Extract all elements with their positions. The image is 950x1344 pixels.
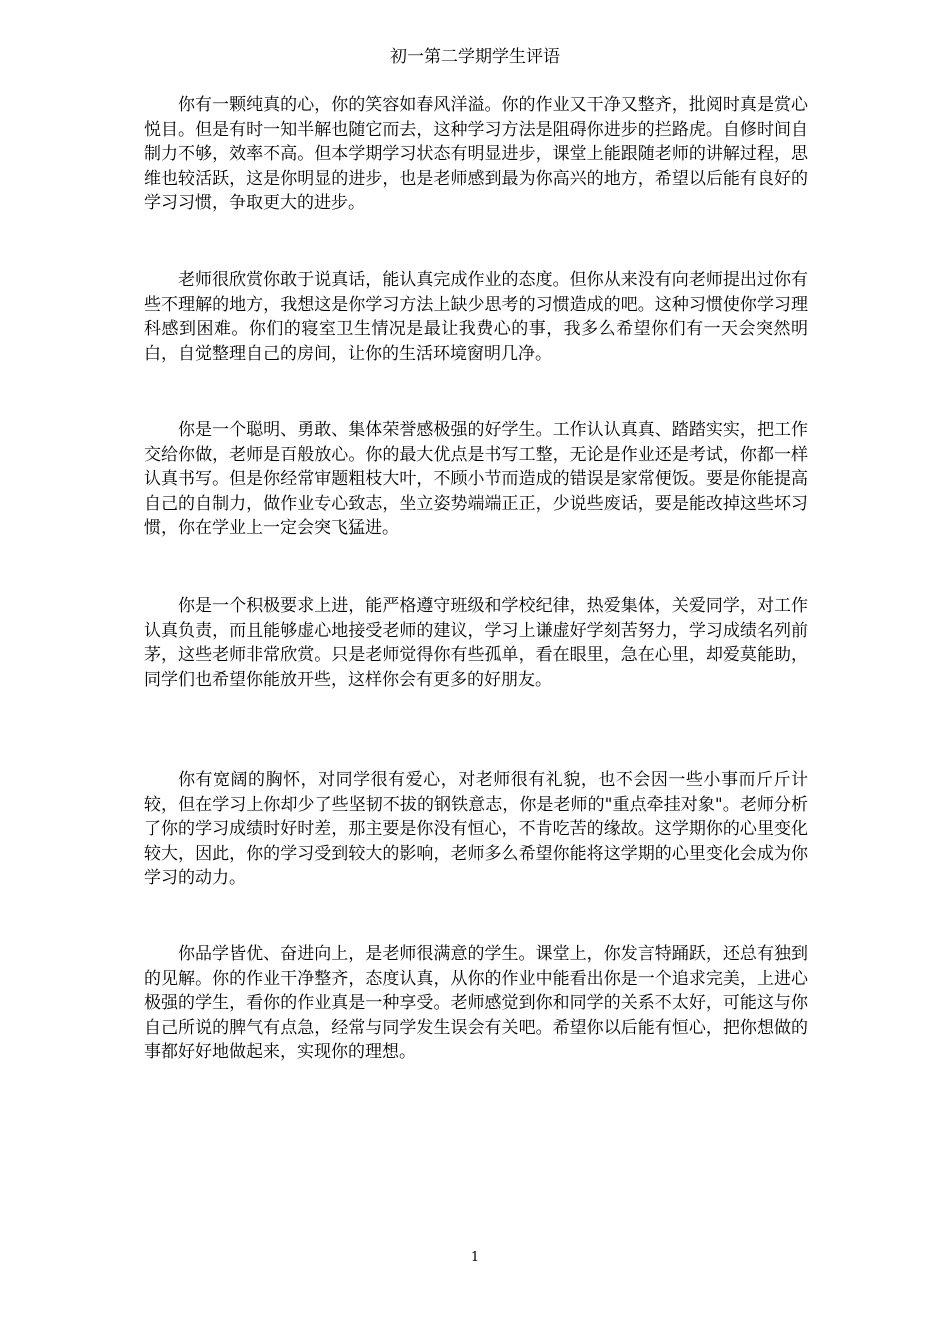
comment-paragraph-6: 你品学皆优、奋进向上，是老师很满意的学生。课堂上，你发言特踊跃，还总有独到的见解。你的作业干净整齐，态度认真，从你的作业中能看出你是一个追求完美，上进心极强的学生，看你的作业真是一种享受。老师感觉到你和同学的关系不太好，可能这与你自己所说的脾气有点急，经常与同学发生误会有关吧。希望你以后能有恒心，把你想做的事都好好地做起来，实现你的理想。 (144, 944, 808, 1062)
page-number: 1 (470, 1250, 480, 1265)
comment-paragraph-3: 你是一个聪明、勇敢、集体荣誉感极强的好学生。工作认认真真、踏踏实实，把工作交给你做，老师是百般放心。你的最大优点是书写工整，无论是作业还是考试，你都一样认真书写。但是你经常审题粗枝大叶，不顾小节而造成的错误是家常便饭。要是你能提高自己的自制力，做作业专心致志，坐立姿势端端正正，少说些废话，要是能改掉这些坏习惯，你在学业上一定会突飞猛进。 (144, 420, 808, 538)
comment-paragraph-1: 你有一颗纯真的心，你的笑容如春风洋溢。你的作业又干净又整齐，批阅时真是赏心悦目。但是有时一知半解也随它而去，这种学习方法是阻碍你进步的拦路虎。自修时间自制力不够，效率不高。但本学期学习状态有明显进步，课堂上能跟随老师的讲解过程，思维也较活跃，这是你明显的进步，也是老师感到最为你高兴的地方，希望以后能有良好的学习习惯，争取更大的进步。 (144, 95, 808, 213)
page-title: 初一第二学期学生评语 (390, 47, 560, 67)
comment-paragraph-2: 老师很欣赏你敢于说真话，能认真完成作业的态度。但你从来没有向老师提出过你有些不理解的地方，我想这是你学习方法上缺少思考的习惯造成的吧。这种习惯使你学习理科感到困难。你们的寝室卫生情况是最让我费心的事，我多么希望你们有一天会突然明白，自觉整理自己的房间，让你的生活环境窗明几净。 (144, 270, 808, 364)
comment-paragraph-5: 你有宽阔的胸怀，对同学很有爱心，对老师很有礼貌，也不会因一些小事而斤斤计较，但在学习上你却少了些坚韧不拔的钢铁意志，你是老师的"重点牵挂对象"。老师分析了你的学习成绩时好时差，那主要是你没有恒心，不肯吃苦的缘故。这学期你的心里变化较大，因此，你的学习受到较大的影响，老师多么希望你能将这学期的心里变化会成为你学习的动力。 (144, 770, 808, 888)
comment-paragraph-4: 你是一个积极要求上进，能严格遵守班级和学校纪律，热爱集体，关爱同学，对工作认真负责，而且能够虚心地接受老师的建议，学习上谦虚好学刻苦努力，学习成绩名列前茅，这些老师非常欣赏。只是老师觉得你有些孤单，看在眼里，急在心里，却爱莫能助，同学们也希望你能放开些，这样你会有更多的好朋友。 (144, 596, 808, 690)
